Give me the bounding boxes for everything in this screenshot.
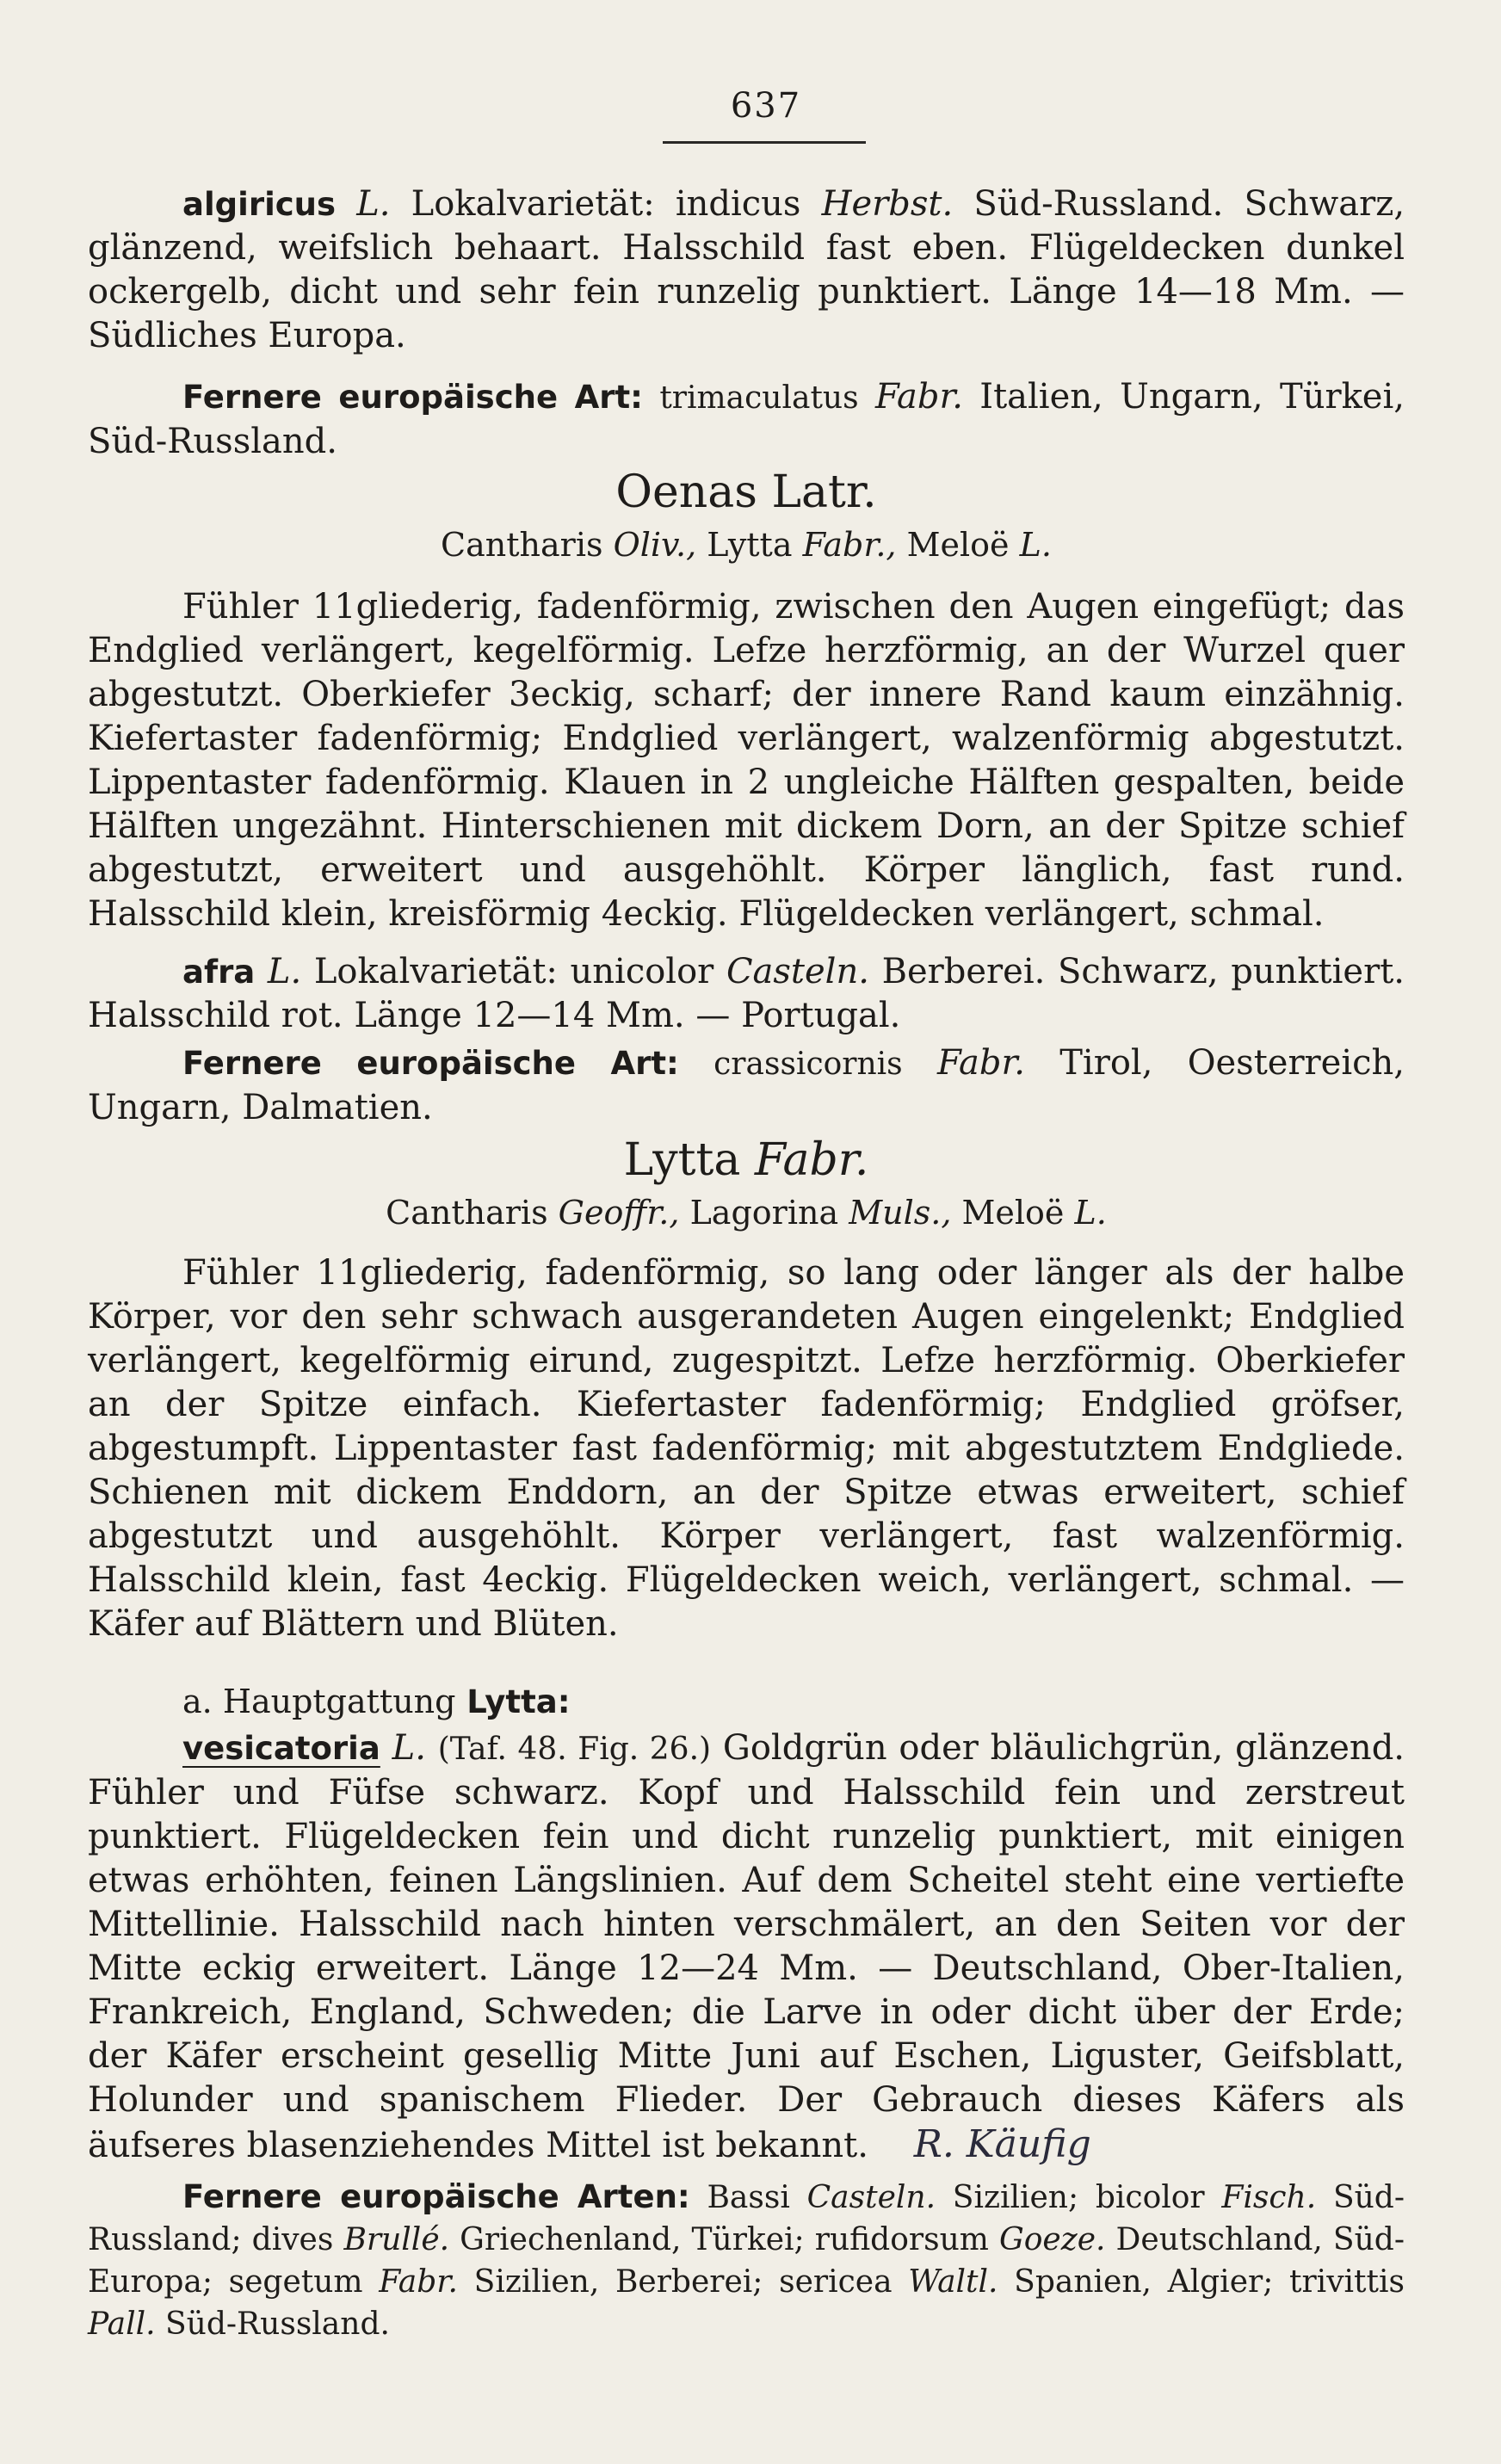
further-species-text: Sizilien, Berberei; sericea	[473, 2264, 893, 2300]
species-text: Lokalvarietät: unicolor	[313, 952, 714, 991]
species-name: algiricus	[182, 186, 337, 223]
genus-author: Fabr.	[754, 1134, 869, 1186]
subgenus-heading	[88, 1680, 1405, 1724]
further-species-author: Fisch.	[1221, 2180, 1317, 2215]
further-species-text: Italien, Ungarn, Türkei, Süd-Russland.	[88, 377, 1405, 461]
further-species-lead: Fernere europäische Arten:	[182, 2178, 690, 2215]
species-author: L.	[356, 184, 391, 224]
genus-synonyms-lytta	[88, 1191, 1405, 1234]
synonym-author: Muls.,	[849, 1194, 952, 1232]
further-species-name: trimaculatus	[659, 380, 859, 416]
synonym-author: Geoffr.,	[558, 1194, 680, 1232]
species-author: L.	[267, 952, 302, 991]
further-species-author: Goeze.	[999, 2222, 1106, 2257]
species-vesicatoria	[88, 1726, 1405, 2168]
page-number-rule	[663, 141, 866, 144]
subgenus-name: Lytta:	[466, 1683, 571, 1720]
synonym-author: Oliv.,	[613, 526, 697, 564]
species-text: Berberei. Schwarz, punktiert. Halsschild rot. Länge 12—14 Mm. — Portugal.	[88, 952, 1405, 1035]
synonym-author: L.	[1074, 1194, 1107, 1232]
species-name: vesicatoria	[182, 1730, 380, 1767]
synonym: Cantharis	[441, 526, 603, 564]
synonym-author: L.	[1019, 526, 1052, 564]
further-species-text: Süd-Russland; dives	[88, 2180, 1405, 2257]
further-species-author: Pall.	[88, 2307, 156, 2342]
synonym: Cantharis	[386, 1194, 548, 1232]
further-species-author: Casteln.	[806, 2180, 936, 2215]
further-species-text: Bassi	[707, 2180, 790, 2215]
species-text: Süd-Russland. Schwarz, glänzend, weifslich behaart. Halsschild fast eben. Flügeldecken dunkel ockergelb, dicht und sehr fein runzelig punktiert. Länge 14—18 Mm. — Südliches Europa.	[88, 184, 1405, 355]
further-species-lead: Fernere europäische Art:	[182, 379, 643, 416]
further-species-3	[88, 2176, 1405, 2345]
further-species-text: Deutschland, Süd-Europa; segetum	[88, 2222, 1405, 2300]
further-species-text: Griechenland, Türkei; rufidorsum	[460, 2222, 989, 2257]
page-number: 637	[730, 86, 802, 126]
further-species-1	[88, 375, 1405, 464]
genus-synonyms-oenas	[88, 523, 1405, 566]
further-species-2	[88, 1041, 1405, 1130]
species-author: Herbst.	[821, 184, 954, 224]
further-species-author: Brullé.	[343, 2222, 450, 2257]
further-species-text: Tirol, Oesterreich, Ungarn, Dalmatien.	[88, 1043, 1405, 1127]
species-text: Lokalvarietät: indicus	[411, 184, 801, 224]
subgenus-prefix: a. Hauptgattung	[182, 1683, 456, 1720]
further-species-author: Fabr.	[379, 2264, 458, 2300]
synonym: Meloë	[906, 526, 1010, 564]
genus-heading-lytta	[88, 1133, 1405, 1188]
species-text: Goldgrün oder bläulichgrün, glänzend. Fühler und Füfse schwarz. Kopf und Halsschild fein und zerstreut punktiert. Flügeldecken fein und dicht runzelig punktiert, mit einigen etwas erhöhten, feinen Längslinien. Auf dem Scheitel steht eine vertiefte Mittellinie. Halsschild nach hinten verschmälert, an den Seiten vor der Mitte eckig erweitert. Länge 12—24 Mm. — Deutschland, Ober-Italien, Frankreich, England, Schweden; die Larve in oder dicht über der Erde; der Käfer erscheint gesellig Mitte Juni auf Eschen, Liguster, Geifsblatt, Holunder und spanischem Flieder. Der Gebrauch dieses Käfers als äufseres blasenziehendes Mittel ist bekannt.	[88, 1728, 1405, 2165]
synonym: Meloë	[961, 1194, 1065, 1232]
species-algiricus	[88, 182, 1405, 358]
genus-description-oenas: Fühler 11gliederig, fadenförmig, zwischen den Augen eingefügt; das Endglied verlängert, kegelförmig. Lefze herzförmig, an der Wurzel quer abgestutzt. Oberkiefer 3eckig, scharf; der innere Rand kaum einzähnig. Kiefertaster fadenförmig; Endglied verlängert, walzenförmig abgestutzt. Lippentaster fadenförmig. Klauen in 2 ungleiche Hälften gespalten, beide Hälften ungezähnt. Hinterschienen mit dickem Dorn, an der Spitze schief abgestutzt, erweitert und ausgehöhlt. Körper länglich, fast rund. Halsschild klein, kreisförmig 4eckig. Flügeldecken verlängert, schmal.	[88, 587, 1405, 934]
species-afra	[88, 950, 1405, 1038]
further-species-lead: Fernere europäische Art:	[182, 1045, 679, 1082]
species-author: Casteln.	[726, 952, 869, 991]
further-species-name: crassicornis	[713, 1047, 903, 1082]
synonym-author: Fabr.,	[802, 526, 897, 564]
further-species-author: Fabr.	[936, 1043, 1025, 1083]
figure-reference: (Taf. 48. Fig. 26.)	[437, 1732, 712, 1767]
species-name: afra	[182, 954, 256, 991]
species-author: L.	[392, 1728, 426, 1768]
further-species-text: Spanien, Algier; trivittis	[1014, 2264, 1405, 2300]
genus-description-lytta: Fühler 11gliederig, fadenförmig, so lang oder länger als der halbe Körper, vor den sehr schwach ausgerandeten Augen eingelenkt; Endglied verlängert, kegelförmig eirund, zugespitzt. Lefze herzförmig. Oberkiefer an der Spitze einfach. Kiefertaster fadenförmig; Endglied gröfser, abgestumpft. Lippentaster fast fadenförmig; mit abgestutztem Endgliede. Schienen mit dickem Enddorn, an der Spitze etwas erweitert, schief abgestutzt und ausgehöhlt. Körper verlängert, fast walzenförmig. Halsschild klein, fast 4eckig. Flügeldecken weich, verlängert, schmal. — Käfer auf Blättern und Blüten.	[88, 1253, 1405, 1644]
further-species-text: Sizilien; bicolor	[952, 2180, 1205, 2215]
further-species-author: Fabr.	[874, 377, 963, 417]
genus-name: Lytta	[623, 1134, 741, 1186]
synonym: Lagorina	[689, 1194, 839, 1232]
further-species-author: Waltl.	[908, 2264, 998, 2300]
genus-heading-oenas: Oenas Latr.	[615, 466, 877, 518]
further-species-text: Süd-Russland.	[165, 2307, 390, 2342]
synonym: Lytta	[707, 526, 793, 564]
handwritten-signature: R. Käufig	[913, 2122, 1091, 2166]
